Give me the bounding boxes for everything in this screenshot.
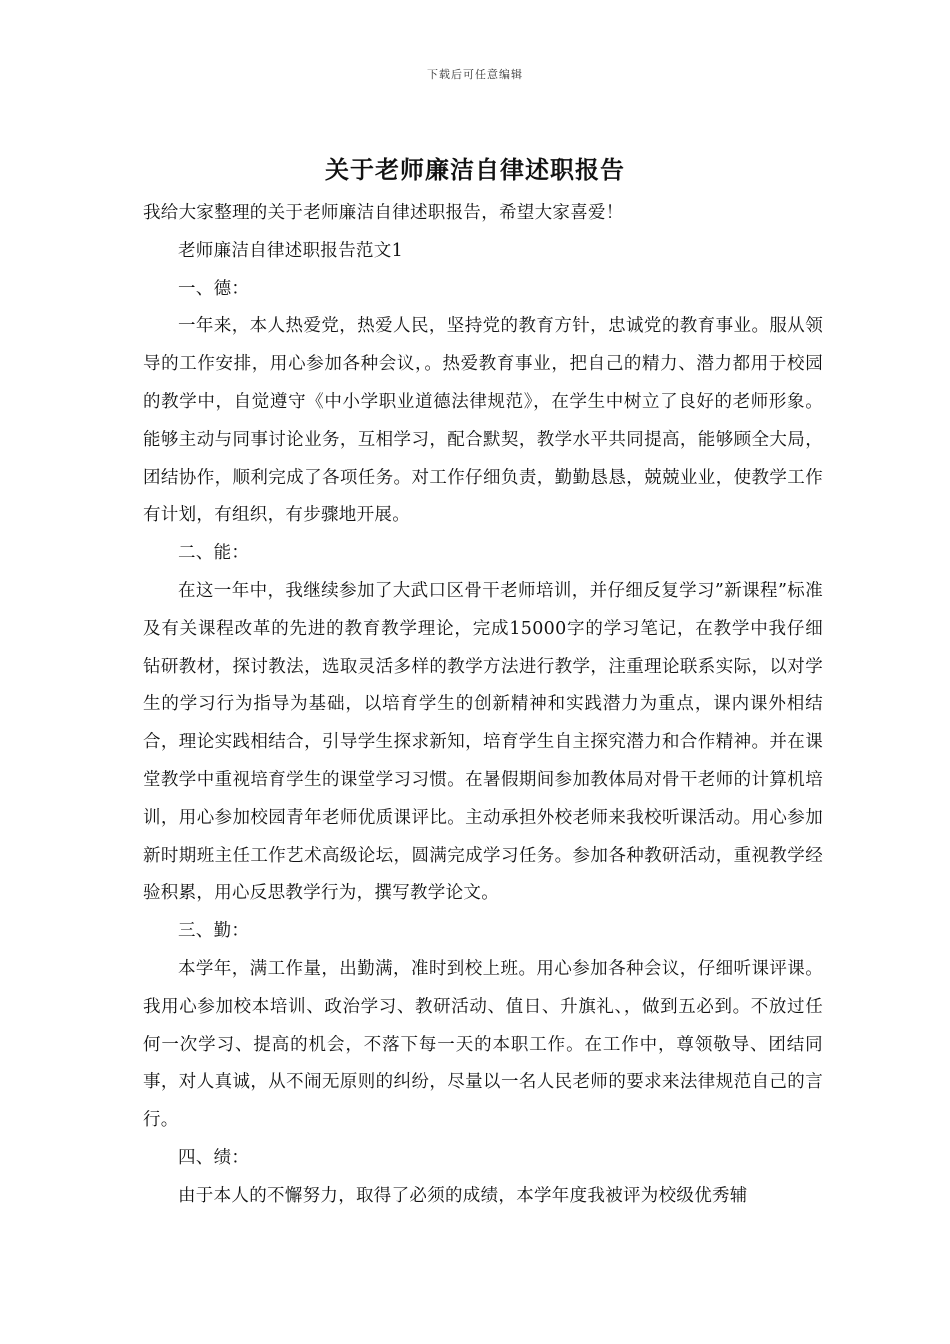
intro-paragraph: 我给大家整理的关于老师廉洁自律述职报告，希望大家喜爱！ — [143, 203, 624, 223]
section-heading-qin: 三、勤： — [178, 921, 250, 942]
subtitle-paragraph: 老师廉洁自律述职报告范文1 — [178, 240, 404, 261]
document-body — [143, 195, 823, 1216]
paragraph-qin: 本学年，满工作量，出勤满，准时到校上班。用心参加各种会议，仔细听课评课。我用心参加校本培训、政治学习、教研活动、值日、升旗礼、，做到五必到。不放过任何一次学习、提高的机会，不落下每一天的本职工作。在工作中，尊领敬导、团结同事，对人真诚，从不闹无原则的纠纷，尽量以一名人民老师的要求来法律规范自己的言行。 — [143, 958, 823, 1131]
paragraph-de: 一年来，本人热爱党，热爱人民，坚持党的教育方针，忠诚党的教育事业。服从领导的工作安排，用心参加各种会议，。热爱教育事业，把自己的精力、潜力都用于校园的教学中，自觉遵守《中小学职业道德法律规范》，在学生中树立了良好的老师形象。能够主动与同事讨论业务，互相学习，配合默契，教学水平共同提高，能够顾全大局，团结协作，顺利完成了各项任务。对工作仔细负责，勤勤恳恳，兢兢业业，使教学工作有计划，有组织，有步骤地开展。 — [143, 316, 823, 526]
section-heading-de: 一、德： — [178, 278, 250, 299]
paragraph-ji: 由于本人的不懈努力，取得了必须的成绩，本学年度我被评为校级优秀辅 — [178, 1185, 748, 1206]
section-heading-ji: 四、绩： — [178, 1147, 250, 1168]
paragraph-neng: 在这一年中，我继续参加了大武口区骨干老师培训，并仔细反复学习”新课程”标准及有关课程改革的先进的教育教学理论，完成15000字的学习笔记，在教学中我仔细钻研教材，探讨教法，选取灵活多样的教学方法进行教学，注重理论联系实际，以对学生的学习行为指导为基础，以培育学生的创新精神和实践潜力为重点，课内课外相结合，理论实践相结合，引导学生探求新知，培育学生自主探究潜力和合作精神。并在课堂教学中重视培育学生的课堂学习习惯。在暑假期间参加教体局对骨干老师的计算机培训，用心参加校园青年老师优质课评比。主动承担外校老师来我校听课活动。用心参加新时期班主任工作艺术高级论坛，圆满完成学习任务。参加各种教研活动，重视教学经验积累，用心反思教学行为，撰写教学论文。 — [143, 580, 823, 904]
header-note: 下载后可任意编辑 — [427, 68, 523, 81]
document-title: 关于老师廉洁自律述职报告 — [325, 155, 625, 184]
section-heading-neng: 二、能： — [178, 543, 250, 564]
